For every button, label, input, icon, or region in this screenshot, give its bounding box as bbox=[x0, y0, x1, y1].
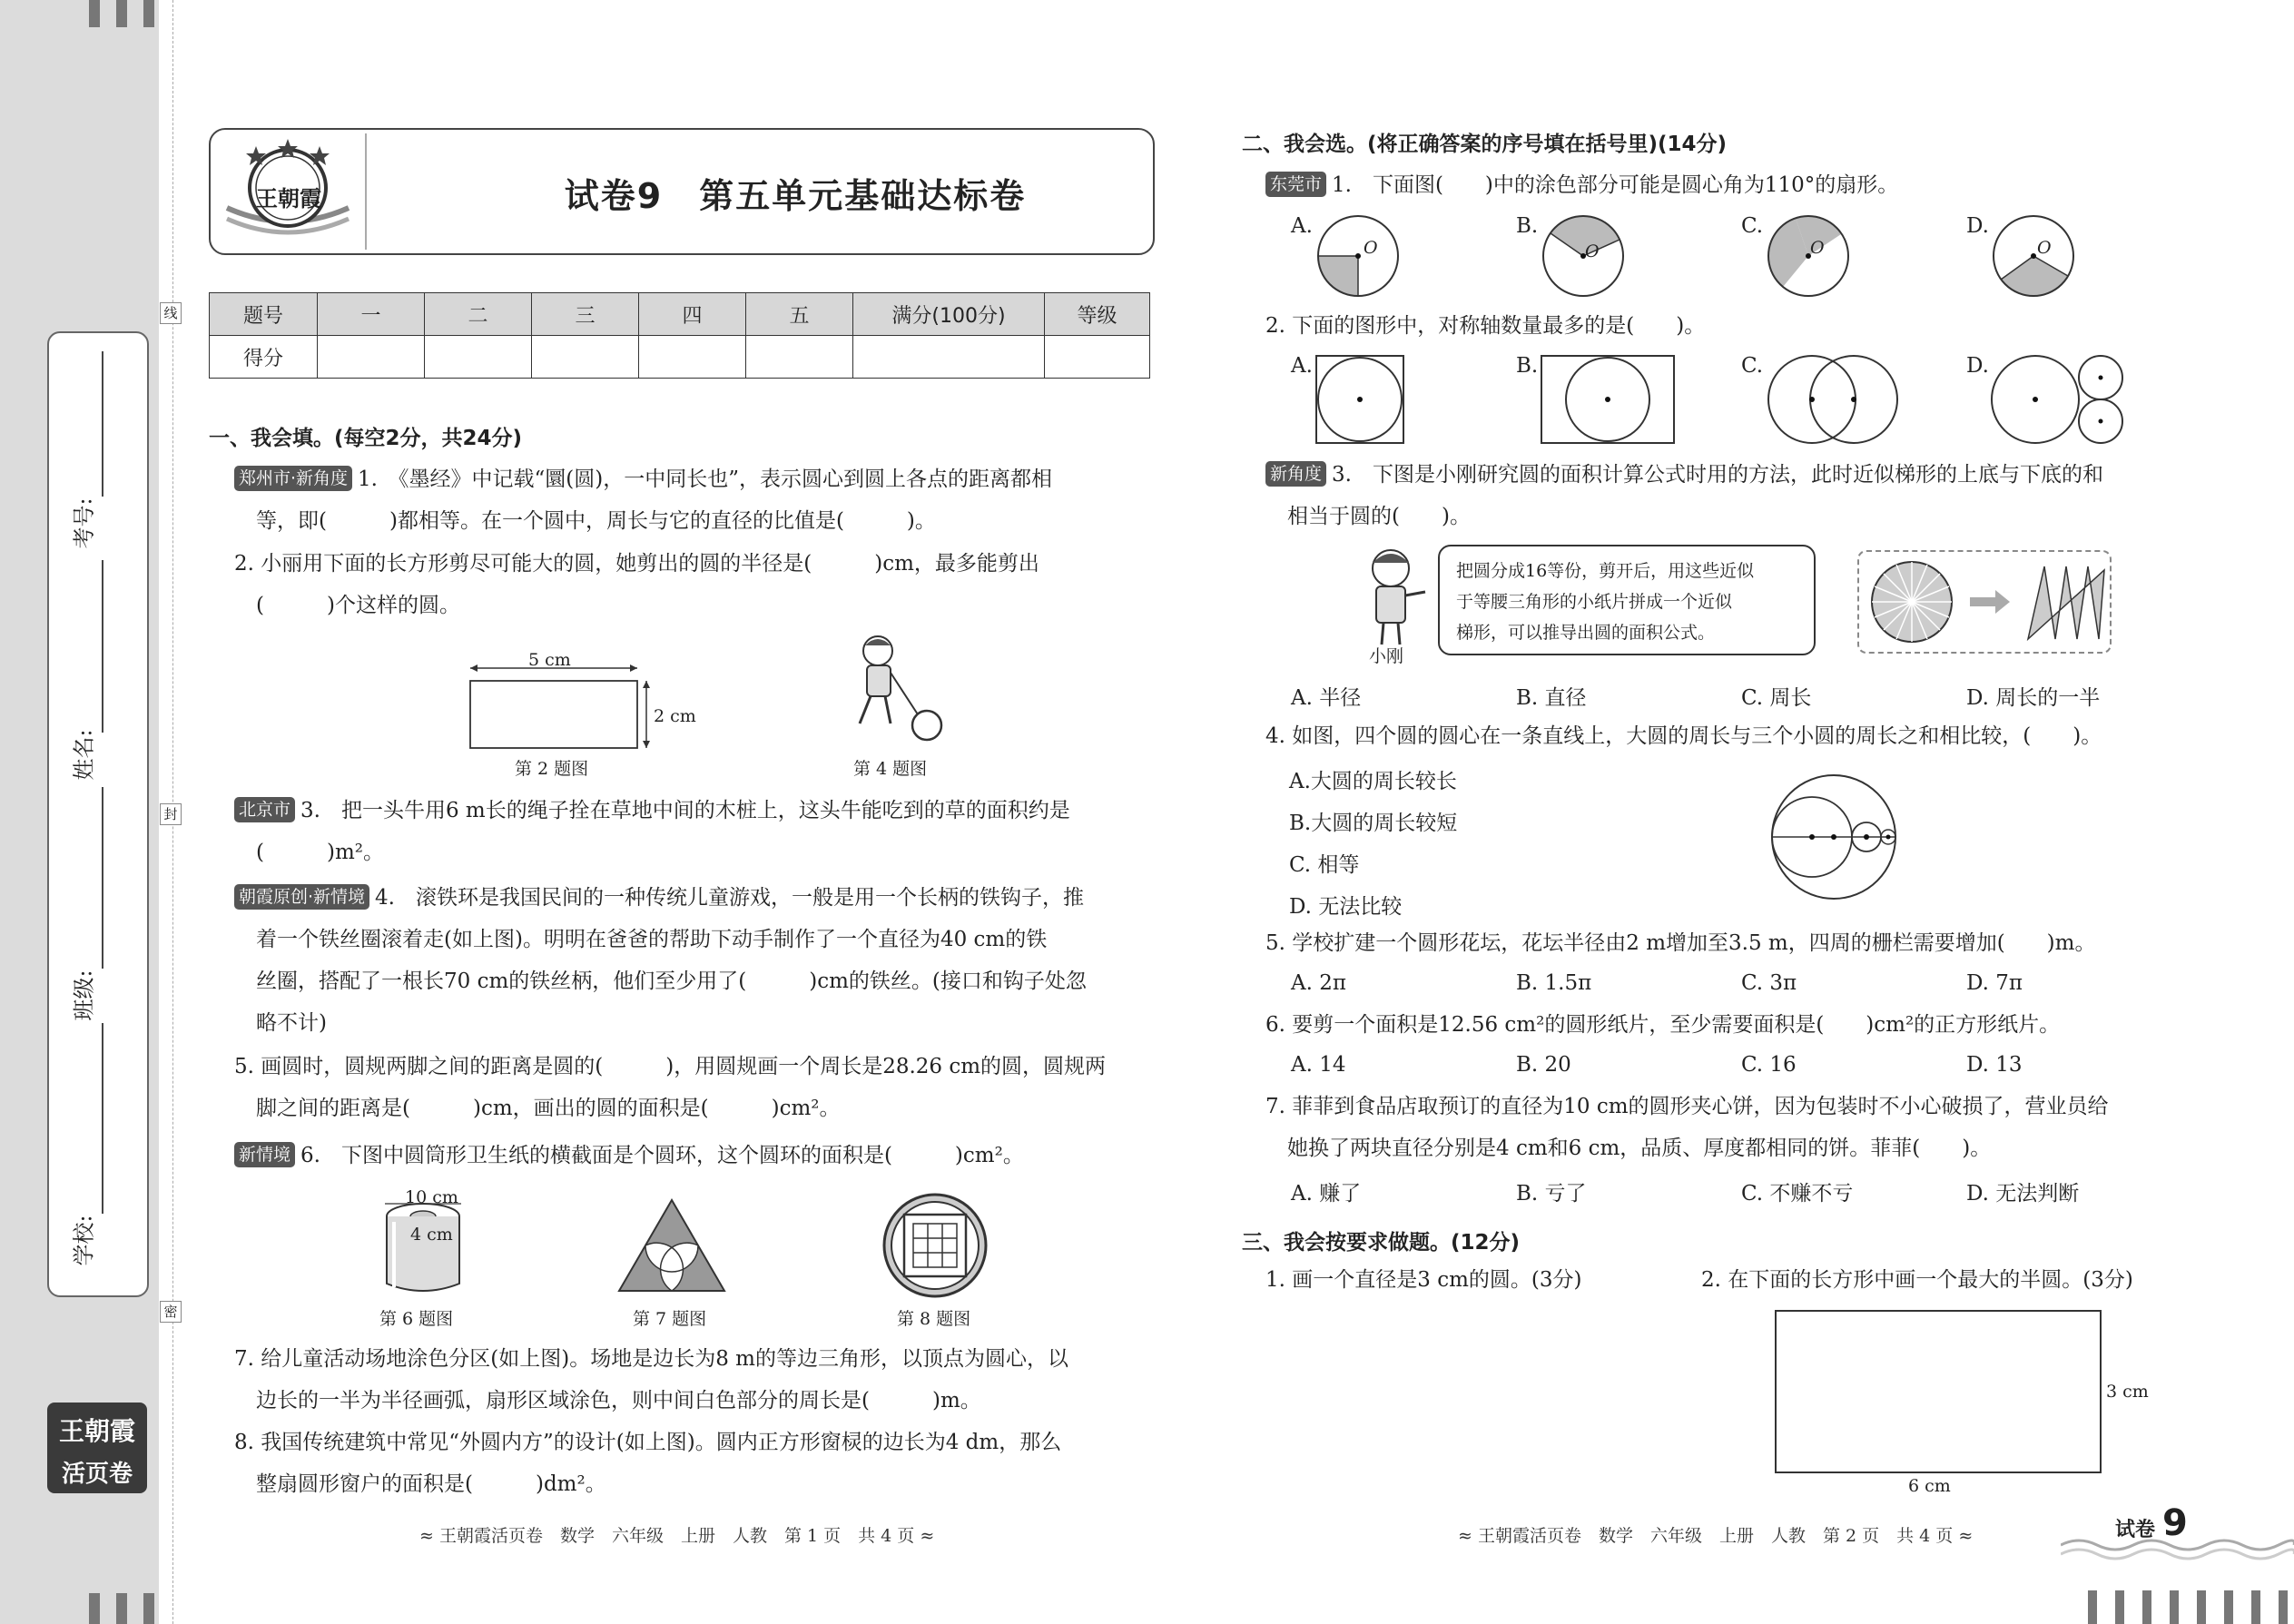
score-header-cell: 四 bbox=[639, 293, 746, 336]
bottom-bar bbox=[89, 1593, 100, 1624]
score-cell[interactable] bbox=[532, 336, 639, 379]
fig6-caption: 第 6 题图 bbox=[379, 1309, 454, 1329]
s2-q1-figure-d bbox=[1990, 212, 2077, 300]
s2-q2-option-b[interactable]: B. bbox=[1516, 354, 1539, 378]
logo-text: 王朝霞 bbox=[256, 185, 321, 212]
s2-q1-tag: 东莞市 bbox=[1265, 172, 1326, 197]
s1-q7-line1: 7. 给儿童活动场地涂色分区(如上图)。场地是边长为8 m的等边三角形，以顶点为圆心，以 bbox=[234, 1347, 1068, 1371]
s1-q5-line1: 5. 画圆时，圆规两脚之间的距离是圆的( )，用圆规画一个周长是28.26 cm的圆，圆规两 bbox=[234, 1055, 1107, 1078]
boy-name: 小刚 bbox=[1369, 646, 1404, 666]
s1-q6-text: 6. 下图中圆筒形卫生纸的横截面是个圆环，这个圆环的面积是( )cm²。 bbox=[300, 1144, 1024, 1167]
speech-line3: 梯形，可以推导出圆的面积公式。 bbox=[1456, 623, 1716, 643]
fig7-triangle-sectors bbox=[615, 1196, 728, 1298]
s2-q4-four-circles bbox=[1770, 773, 1906, 901]
s2-q3-option-c[interactable]: C. 周长 bbox=[1741, 686, 1812, 710]
circle-to-trapezoid-figure bbox=[1857, 550, 2112, 654]
s2-q5-text: 5. 学校扩建一个圆形花坛，花坛半径由2 m增加至3.5 m，四周的栅栏需要增加( )m。 bbox=[1265, 931, 2096, 955]
s2-q1-option-c[interactable]: C. bbox=[1741, 214, 1764, 238]
s2-q2-figure-b bbox=[1540, 354, 1676, 445]
s1-q8-line2: 整扇圆形窗户的面积是( )dm²。 bbox=[256, 1472, 606, 1496]
s1-q3-line2: ( )m²。 bbox=[256, 841, 384, 864]
section3-title: 三、我会按要求做题。(12分) bbox=[1242, 1231, 1521, 1255]
footer-left: ≈ 王朝霞活页卷 数学 六年级 上册 人教 第 1 页 共 4 页 ≈ bbox=[419, 1526, 935, 1546]
exam-no-field[interactable] bbox=[102, 351, 103, 497]
school-field[interactable] bbox=[102, 1023, 103, 1214]
center-label: O bbox=[1364, 238, 1378, 258]
bottom-bar bbox=[2224, 1590, 2233, 1624]
fig7-caption: 第 7 题图 bbox=[633, 1309, 707, 1329]
s2-q2-figure-a bbox=[1314, 354, 1405, 445]
s2-q3-option-b[interactable]: B. 直径 bbox=[1516, 686, 1587, 710]
header-divider bbox=[365, 133, 367, 250]
s1-q7-line2: 边长的一半为半径画弧，扇形区域涂色，则中间白色部分的周长是( )m。 bbox=[256, 1389, 981, 1412]
s2-q7-option-b[interactable]: B. 亏了 bbox=[1516, 1182, 1587, 1206]
score-cell[interactable] bbox=[639, 336, 746, 379]
top-bar bbox=[143, 0, 154, 27]
s2-q1-text: 1. 下面图( )中的涂色部分可能是圆心角为110°的扇形。 bbox=[1332, 173, 1899, 197]
center-label: O bbox=[1810, 238, 1825, 258]
fig4-boy-hoop-icon bbox=[840, 633, 949, 751]
footer-right: ≈ 王朝霞活页卷 数学 六年级 上册 人教 第 2 页 共 4 页 ≈ bbox=[1458, 1526, 1974, 1546]
score-cell[interactable] bbox=[853, 336, 1045, 379]
score-cell[interactable] bbox=[318, 336, 425, 379]
score-cell[interactable] bbox=[425, 336, 532, 379]
s2-q4-option-b[interactable]: B.大圆的周长较短 bbox=[1289, 812, 1458, 835]
s2-q5-option-a[interactable]: A. 2π bbox=[1291, 971, 1346, 995]
center-label: O bbox=[1585, 241, 1600, 261]
s2-q6-text: 6. 要剪一个面积是12.56 cm²的圆形纸片，至少需要面积是( )cm²的正方形纸片。 bbox=[1265, 1013, 2061, 1037]
s2-q1-option-b[interactable]: B. bbox=[1516, 214, 1539, 238]
s2-q6-option-b[interactable]: B. 20 bbox=[1516, 1053, 1571, 1077]
name-label: 姓名: bbox=[71, 729, 97, 781]
fig2-width-label: 5 cm bbox=[528, 650, 571, 670]
score-row-label: 得分 bbox=[210, 336, 318, 379]
bottom-bar bbox=[2251, 1590, 2260, 1624]
score-header-cell: 三 bbox=[532, 293, 639, 336]
score-header-cell: 满分(100分) bbox=[853, 293, 1045, 336]
s1-q3-line1 bbox=[234, 790, 1070, 832]
paper-number: 9 bbox=[2162, 1502, 2188, 1544]
s1-q1-text: 1. 《墨经》中记载“圜(圆)，一中同长也”，表示圆心到圆上各点的距离都相 bbox=[358, 468, 1052, 491]
class-field[interactable] bbox=[102, 787, 103, 969]
s2-q3-tag: 新角度 bbox=[1265, 461, 1326, 487]
s1-q8-line1: 8. 我国传统建筑中常见“外圆内方”的设计(如上图)。圆内正方形窗棂的边长为4 dm，那么 bbox=[234, 1431, 1062, 1454]
brand-line2: 活页卷 bbox=[61, 1461, 133, 1488]
s2-q2-option-c[interactable]: C. bbox=[1741, 354, 1764, 378]
s1-q2-line2: ( )个这样的圆。 bbox=[256, 594, 460, 617]
fig8-round-window-icon bbox=[881, 1191, 989, 1300]
s3-rect-width: 6 cm bbox=[1908, 1476, 1951, 1496]
s2-q4-option-d[interactable]: D. 无法比较 bbox=[1289, 895, 1403, 919]
fig2-height-label: 2 cm bbox=[654, 706, 696, 726]
s2-q2-figure-c bbox=[1765, 352, 1901, 447]
fig6-inner-label: 4 cm bbox=[410, 1225, 453, 1245]
bottom-bar bbox=[2279, 1590, 2288, 1624]
score-header-cell: 五 bbox=[746, 293, 853, 336]
s2-q6-option-d[interactable]: D. 13 bbox=[1966, 1053, 2023, 1077]
bottom-bar bbox=[2170, 1590, 2179, 1624]
s1-q1-line1 bbox=[234, 458, 1052, 500]
paper-label: 试卷 bbox=[2115, 1519, 2156, 1541]
s3-q1-text: 1. 画一个直径是3 cm的圆。(3分) bbox=[1265, 1268, 1582, 1292]
s2-q7-option-a[interactable]: A. 赚了 bbox=[1291, 1182, 1362, 1206]
s2-q2-figure-d bbox=[1990, 352, 2126, 447]
bottom-bar bbox=[2115, 1590, 2124, 1624]
s1-q2-line1: 2. 小丽用下面的长方形剪尽可能大的圆，她剪出的圆的半径是( )cm，最多能剪出 bbox=[234, 552, 1039, 576]
fig4-caption: 第 4 题图 bbox=[853, 759, 928, 779]
s2-q3-option-a[interactable]: A. 半径 bbox=[1291, 686, 1362, 710]
center-label: O bbox=[2037, 238, 2052, 258]
exam-no-label: 考号: bbox=[71, 497, 97, 549]
section2-title: 二、我会选。(将正确答案的序号填在括号里)(14分) bbox=[1242, 133, 1728, 156]
speech-line2: 于等腰三角形的小纸片拼成一个近似 bbox=[1456, 592, 1733, 612]
score-cell[interactable] bbox=[1045, 336, 1150, 379]
s2-q1-figure-b bbox=[1540, 212, 1627, 300]
s2-q2-option-a[interactable]: A. bbox=[1291, 354, 1313, 378]
s1-q3-text: 3. 把一头牛用6 m长的绳子拴在草地中间的木桩上，这头牛能吃到的草的面积约是 bbox=[300, 799, 1070, 822]
fig2-rectangle bbox=[454, 646, 726, 755]
speech-line1: 把圆分成16等份，剪开后，用这些近似 bbox=[1456, 561, 1755, 581]
s2-q1-line bbox=[1265, 164, 1898, 206]
s2-q6-option-a[interactable]: A. 14 bbox=[1291, 1053, 1346, 1077]
score-header-cell: 一 bbox=[318, 293, 425, 336]
brand-badge bbox=[47, 1403, 147, 1493]
logo bbox=[220, 135, 356, 248]
class-label: 班级: bbox=[71, 969, 97, 1021]
s2-q1-option-d[interactable]: D. bbox=[1966, 214, 1989, 238]
top-bar bbox=[89, 0, 100, 27]
s2-q1-figure-c bbox=[1765, 212, 1852, 300]
sector-rearrange-icon bbox=[1859, 552, 2110, 652]
s2-q1-option-a[interactable]: A. bbox=[1291, 214, 1313, 238]
score-header-cell: 等级 bbox=[1045, 293, 1150, 336]
s2-q2-text: 2. 下面的图形中，对称轴数量最多的是( )。 bbox=[1265, 314, 1706, 338]
score-cell[interactable] bbox=[746, 336, 853, 379]
s2-q7-line1: 7. 菲菲到食品店取预订的直径为10 cm的圆形夹心饼，因为包装时不小心破损了，营业员给 bbox=[1265, 1095, 2109, 1118]
s2-q4-option-a[interactable]: A.大圆的周长较长 bbox=[1289, 770, 1457, 793]
name-field[interactable] bbox=[102, 560, 103, 733]
s2-q3-text: 3. 下图是小刚研究圆的面积计算公式时用的方法，此时近似梯形的上底与下底的和 bbox=[1332, 463, 2103, 487]
score-table bbox=[209, 292, 1150, 379]
s2-q4-text: 4. 如图，四个圆的圆心在一条直线上，大圆的周长与三个小圆的周长之和相比较，( )。 bbox=[1265, 724, 2102, 748]
bottom-bar bbox=[2088, 1590, 2097, 1624]
s2-q7-option-c[interactable]: C. 不赚不亏 bbox=[1741, 1182, 1854, 1206]
s2-q5-option-c[interactable]: C. 3π bbox=[1741, 971, 1797, 995]
section1-title: 一、我会填。(每空2分，共24分) bbox=[209, 427, 523, 450]
s1-q4-text: 4. 滚铁环是我国民间的一种传统儿童游戏，一般是用一个长柄的铁钩子，推 bbox=[375, 886, 1084, 910]
s1-q4-line4: 略不计) bbox=[256, 1011, 327, 1035]
bottom-bar bbox=[2142, 1590, 2151, 1624]
s3-rectangle[interactable] bbox=[1775, 1310, 2102, 1473]
s2-q4-option-c[interactable]: C. 相等 bbox=[1289, 853, 1360, 877]
s1-q4-line1 bbox=[234, 877, 1084, 919]
bottom-bar bbox=[116, 1593, 127, 1624]
s3-rect-height: 3 cm bbox=[2106, 1382, 2149, 1402]
s2-q5-option-d[interactable]: D. 7π bbox=[1966, 971, 2023, 995]
s2-q3-line1 bbox=[1265, 454, 2103, 496]
s2-q6-option-c[interactable]: C. 16 bbox=[1741, 1053, 1797, 1077]
s2-q3-option-d[interactable]: D. 周长的一半 bbox=[1966, 686, 2101, 710]
s2-q1-figure-a bbox=[1314, 212, 1402, 300]
s1-q6-line1 bbox=[234, 1135, 1024, 1176]
seal-mark: 密 bbox=[160, 1301, 182, 1323]
score-header-cell: 题号 bbox=[210, 293, 318, 336]
fig6-tissue-roll-icon bbox=[372, 1196, 472, 1305]
fig2-caption: 第 2 题图 bbox=[515, 759, 589, 779]
s1-q1-line2: 等，即( )都相等。在一个圆中，周长与它的直径的比值是( )。 bbox=[256, 509, 936, 533]
s2-q7-line2: 她换了两块直径分别是4 cm和6 cm，品质、厚度都相同的饼。菲菲( )。 bbox=[1287, 1137, 1992, 1160]
s1-q3-tag: 北京市 bbox=[234, 797, 295, 822]
s2-q7-option-d[interactable]: D. 无法判断 bbox=[1966, 1182, 2080, 1206]
s3-q2-text: 2. 在下面的长方形中画一个最大的半圆。(3分) bbox=[1701, 1268, 2133, 1292]
s2-q3-line2: 相当于圆的( )。 bbox=[1287, 505, 1471, 528]
s2-q2-option-d[interactable]: D. bbox=[1966, 354, 1989, 378]
s1-q5-line2: 脚之间的距离是( )cm，画出的圆的面积是( )cm²。 bbox=[256, 1097, 841, 1120]
seal-mark: 封 bbox=[160, 803, 182, 825]
s1-q4-line3: 丝圈，搭配了一根长70 cm的铁丝柄，他们至少用了( )cm的铁丝。(接口和钩子处忽 bbox=[256, 969, 1087, 993]
brand-line1: 王朝霞 bbox=[58, 1416, 135, 1446]
school-label: 学校: bbox=[71, 1215, 97, 1266]
seal-mark: 线 bbox=[160, 302, 182, 324]
s1-q6-tag: 新情境 bbox=[234, 1142, 295, 1167]
top-bar bbox=[116, 0, 127, 27]
bottom-bar bbox=[2197, 1590, 2206, 1624]
boy-xiaogang-icon bbox=[1353, 545, 1434, 658]
fig8-caption: 第 8 题图 bbox=[897, 1309, 971, 1329]
speech-bubble bbox=[1438, 545, 1816, 655]
s1-q1-tag: 郑州市·新角度 bbox=[234, 466, 352, 491]
fig6-outer-label: 10 cm bbox=[405, 1187, 458, 1207]
s2-q5-option-b[interactable]: B. 1.5π bbox=[1516, 971, 1592, 995]
exam-header bbox=[209, 128, 1155, 255]
bottom-bar bbox=[143, 1593, 154, 1624]
student-info-box bbox=[47, 331, 149, 1297]
s1-q4-line2: 着一个铁丝圈滚着走(如上图)。明明在爸爸的帮助下动手制作了一个直径为40 cm的铁 bbox=[256, 928, 1048, 951]
score-header-cell: 二 bbox=[425, 293, 532, 336]
s1-q4-tag: 朝霞原创·新情境 bbox=[234, 884, 369, 910]
page-title: 试卷9 第五单元基础达标卷 bbox=[564, 176, 1027, 216]
